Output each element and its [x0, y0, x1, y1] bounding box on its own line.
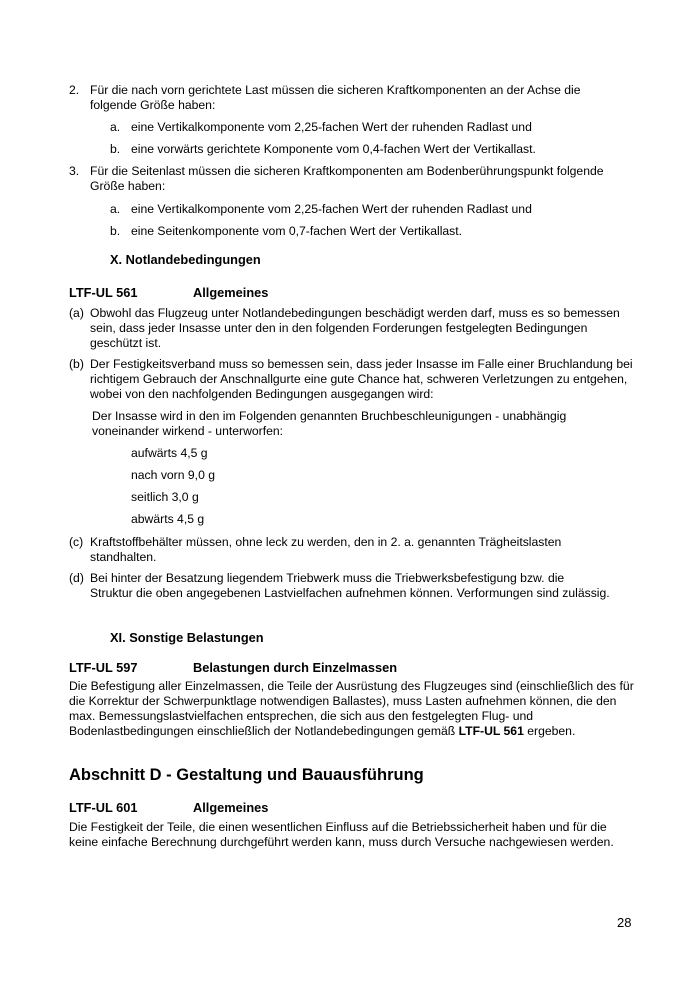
section-code: LTF-UL 601 — [69, 800, 138, 815]
note-text: Der Insasse wird in den im Folgenden genannten Bruchbeschleunigungen - unabhängig voneinander wirkend - unterworfen: — [92, 409, 567, 438]
section-heading: Abschnitt D - Gestaltung und Bauausführung — [69, 766, 424, 784]
item-text: Kraftstoffbehälter müssen, ohne leck zu werden, den in 2. a. genannten Trägheitslasten standhalten. — [90, 535, 562, 564]
item-letter: (b) — [69, 357, 84, 371]
paragraph-reference: LTF-UL 561 — [458, 724, 524, 738]
item-letter: (d) — [69, 571, 84, 585]
section-code: LTF-UL 561 — [69, 285, 138, 300]
page-number: 28 — [617, 915, 632, 930]
section-title: Allgemeines — [193, 800, 269, 815]
sub-text: eine vorwärts gerichtete Komponente vom 0,4-fachen Wert der Vertikallast. — [131, 142, 536, 156]
item-letter: (c) — [69, 535, 84, 549]
section-paragraph: Die Festigkeit der Teile, die einen wesentlichen Einfluss auf die Betriebssicherheit haben und für die keine einfache Berechnung durchgeführt werden kann, muss durch Versuche nachgewiesen werden. — [69, 820, 614, 849]
sub-text: eine Seitenkomponente vom 0,7-fachen Wert der Vertikallast. — [131, 224, 463, 238]
item-letter: (a) — [69, 306, 84, 320]
sub-text: eine Vertikalkomponente vom 2,25-fachen Wert der ruhenden Radlast und — [131, 120, 532, 134]
load-value: abwärts 4,5 g — [131, 512, 205, 526]
section-title: Belastungen durch Einzelmassen — [193, 660, 398, 675]
paragraph-text: Die Befestigung aller Einzelmassen, die Teile der Ausrüstung des Flugzeuges sind (einschließlich des für die Korrektur der Schwerpunktlage notwendigen Ballastes), muss Lasten aufnehmen können, die den max. Bemessungslastvielfachen entsprechen, die sich aus den festgelegten Flug- und Bodenlastbedingungen einschließlich der Notlandebedingungen gemäß — [69, 679, 634, 738]
section-code: LTF-UL 597 — [69, 660, 138, 675]
load-value: aufwärts 4,5 g — [131, 446, 208, 460]
item-text: Der Festigkeitsverband muss so bemessen sein, dass jeder Insasse im Falle einer Bruchlandung bei richtigem Gebrauch der Anschnallgurte eine gute Chance hat, schweren Verletzungen zu entgehen, wobei von den nachfolgenden Bedingungen ausgegangen wird: — [90, 357, 633, 401]
sub-letter: b. — [110, 224, 121, 238]
list-text: Für die Seitenlast müssen die sicheren Kraftkomponenten am Bodenberührungspunkt folgende Größe haben: — [90, 164, 604, 193]
sub-letter: a. — [110, 120, 121, 134]
subheading-sonstige-belastungen: XI. Sonstige Belastungen — [110, 630, 264, 645]
load-value: nach vorn 9,0 g — [131, 468, 216, 482]
list-number: 2. — [69, 83, 80, 97]
sub-letter: a. — [110, 202, 121, 216]
paragraph-text-end: ergeben. — [523, 724, 576, 738]
section-paragraph — [69, 679, 635, 739]
sub-text: eine Vertikalkomponente vom 2,25-fachen Wert der ruhenden Radlast und — [131, 202, 532, 216]
item-text: Bei hinter der Besatzung liegendem Triebwerk muss die Triebwerksbefestigung bzw. die Struktur die oben angegebenen Lastvielfachen aufnehmen können. Verformungen sind zulässig. — [90, 571, 610, 600]
subheading-notlandebedingungen: X. Notlandebedingungen — [110, 252, 261, 267]
load-value: seitlich 3,0 g — [131, 490, 199, 504]
list-text: Für die nach vorn gerichtete Last müssen die sicheren Kraftkomponenten an der Achse die folgende Größe haben: — [90, 83, 581, 112]
section-title: Allgemeines — [193, 285, 269, 300]
sub-letter: b. — [110, 142, 121, 156]
list-number: 3. — [69, 164, 80, 178]
item-text: Obwohl das Flugzeug unter Notlandebedingungen beschädigt werden darf, muss es so bemessen sein, dass jeder Insasse unter den in den folgenden Forderungen festgelegten Bedingungen geschützt ist. — [90, 306, 620, 350]
